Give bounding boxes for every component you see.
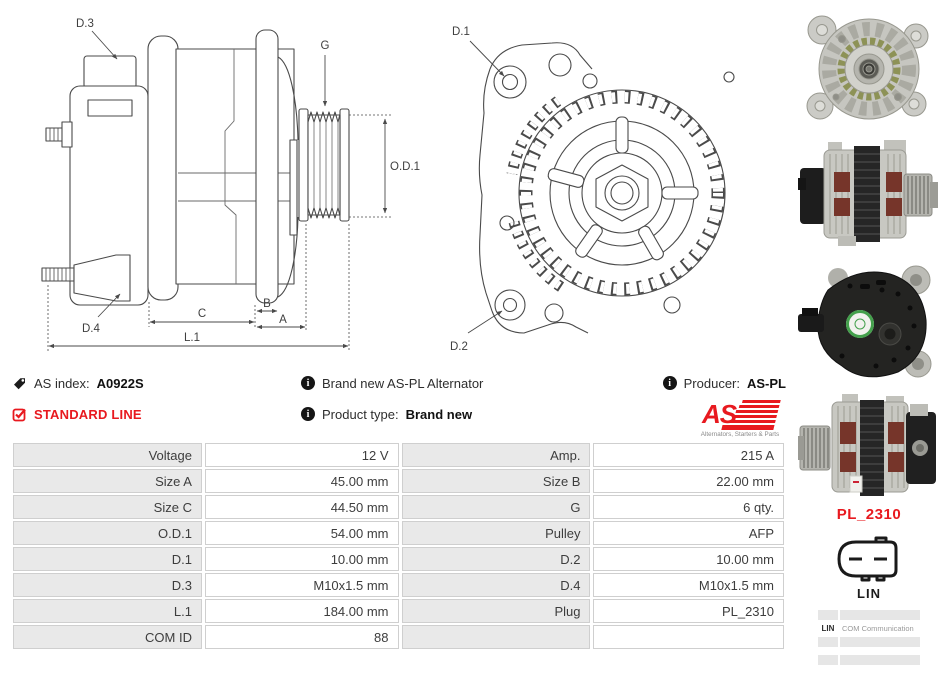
com-pin-cell xyxy=(818,637,838,647)
com-pin-cell xyxy=(818,655,838,665)
mount-hole-d2 xyxy=(495,290,525,320)
com-extra-body xyxy=(818,655,920,665)
rear-cover-slot xyxy=(88,100,132,116)
spec-value-cell: AFP xyxy=(593,521,784,545)
spec-value-cell: M10x1.5 mm xyxy=(205,573,399,597)
spec-label-cell: L.1 xyxy=(13,599,202,623)
spec-label-cell: Size C xyxy=(13,495,202,519)
com-pin-cell xyxy=(818,610,838,620)
com-table-row xyxy=(818,610,920,620)
spec-value-cell: 22.00 mm xyxy=(593,469,784,493)
spec-table-row xyxy=(13,599,784,623)
product-photo-rear[interactable] xyxy=(798,260,940,386)
spec-table-row xyxy=(13,625,784,649)
spec-value-cell: 45.00 mm xyxy=(205,469,399,493)
info-icon: i xyxy=(663,376,677,390)
shaft-flange xyxy=(290,140,297,235)
com-desc-cell xyxy=(840,610,920,620)
pulley-flange-right xyxy=(340,109,349,221)
spec-table xyxy=(10,441,787,651)
as-pl-logo xyxy=(694,395,786,437)
front-bracket xyxy=(256,30,278,303)
com-pin-cell: LIN xyxy=(818,622,838,635)
spec-label-cell: D.1 xyxy=(13,547,202,571)
com-table-row xyxy=(818,637,920,647)
logo-tagline: Alternators, Starters & Parts xyxy=(700,431,780,437)
spec-value-cell: 184.00 mm xyxy=(205,599,399,623)
spec-table-row xyxy=(13,443,784,467)
dimension-label-b: B xyxy=(263,298,271,310)
spec-label-cell xyxy=(402,625,591,649)
com-table-row xyxy=(818,622,920,635)
front-view-technical-drawing xyxy=(430,5,762,367)
dimension-label-c: C xyxy=(197,308,207,320)
spec-value-cell: 12 V xyxy=(205,443,399,467)
dimension-label-l1: L.1 xyxy=(184,332,200,344)
dimension-label-d2: D.2 xyxy=(450,341,468,353)
spec-label-cell: Amp. xyxy=(402,443,591,467)
com-communication-table xyxy=(816,608,922,667)
spec-label-cell: G xyxy=(402,495,591,519)
com-desc-cell xyxy=(840,655,920,665)
terminal-step xyxy=(62,122,72,147)
side-view-technical-drawing xyxy=(40,5,442,367)
com-desc-cell xyxy=(840,637,920,647)
spec-table-row xyxy=(13,469,784,493)
producer-label: Producer: xyxy=(683,375,740,391)
product-photo-front[interactable] xyxy=(798,8,940,130)
spec-label-cell: Voltage xyxy=(13,443,202,467)
spec-label-cell: Size A xyxy=(13,469,202,493)
spec-label-cell: D.4 xyxy=(402,573,591,597)
spec-label-cell: O.D.1 xyxy=(13,521,202,545)
header-middle xyxy=(301,374,483,423)
spec-label-cell: Pulley xyxy=(402,521,591,545)
dimension-label-g: G xyxy=(320,40,330,52)
spec-value-cell xyxy=(593,625,784,649)
producer-value: AS-PL xyxy=(747,375,786,391)
product-type-label: Product type: xyxy=(322,406,399,422)
spec-value-cell: M10x1.5 mm xyxy=(593,573,784,597)
brand-new-text: Brand new AS-PL Alternator xyxy=(322,375,484,391)
spec-table-row xyxy=(13,521,784,545)
product-photo-side-pulley-left[interactable] xyxy=(798,390,940,502)
header-right xyxy=(663,374,786,392)
spec-value-cell: 10.00 mm xyxy=(593,547,784,571)
plug-connector-icon xyxy=(832,534,906,584)
spec-value-cell: 6 qty. xyxy=(593,495,784,519)
dimension-label-a: A xyxy=(279,314,287,326)
pulley-flange-left xyxy=(299,109,308,221)
dimension-label-d4: D.4 xyxy=(82,323,100,335)
rear-cover-top xyxy=(84,56,136,88)
spec-value-cell: PL_2310 xyxy=(593,599,784,623)
com-table-row xyxy=(818,655,920,665)
standard-line-label: STANDARD LINE xyxy=(34,406,142,422)
checkbox-checked-icon xyxy=(12,407,27,422)
as-index-label: AS index: xyxy=(34,375,90,391)
spec-value-cell: 215 A xyxy=(593,443,784,467)
com-desc-cell: COM Communication xyxy=(840,622,920,635)
spec-label-cell: Size B xyxy=(402,469,591,493)
header-left xyxy=(12,374,144,423)
pulley-body xyxy=(308,115,340,215)
product-type-value: Brand new xyxy=(405,406,473,422)
dimension-label-od1: O.D.1 xyxy=(390,161,421,173)
rear-bracket xyxy=(148,36,178,300)
spec-table-row xyxy=(13,547,784,571)
product-photos-column xyxy=(798,0,942,676)
com-table-body xyxy=(818,610,920,647)
plug-code-text: PL_2310 xyxy=(836,506,902,523)
as-index-value: A0922S xyxy=(96,375,144,391)
spec-value-cell: 54.00 mm xyxy=(205,521,399,545)
info-icon: i xyxy=(301,376,315,390)
tag-icon xyxy=(12,376,27,391)
logo-text: AS xyxy=(702,399,737,429)
spec-label-cell: D.3 xyxy=(13,573,202,597)
info-icon: i xyxy=(301,407,315,421)
spec-value-cell: 88 xyxy=(205,625,399,649)
spec-label-cell: D.2 xyxy=(402,547,591,571)
dimension-label-d1: D.1 xyxy=(452,26,470,38)
spec-table-body xyxy=(13,443,784,649)
plug-type-label: LIN xyxy=(857,586,881,601)
dimension-label-d3: D.3 xyxy=(76,18,94,30)
spec-value-cell: 44.50 mm xyxy=(205,495,399,519)
spec-table-row xyxy=(13,573,784,597)
spec-value-cell: 10.00 mm xyxy=(205,547,399,571)
spec-label-cell: Plug xyxy=(402,599,591,623)
product-photo-side-pulley-right[interactable] xyxy=(798,136,940,250)
spec-label-cell: COM ID xyxy=(13,625,202,649)
spec-table-row xyxy=(13,495,784,519)
